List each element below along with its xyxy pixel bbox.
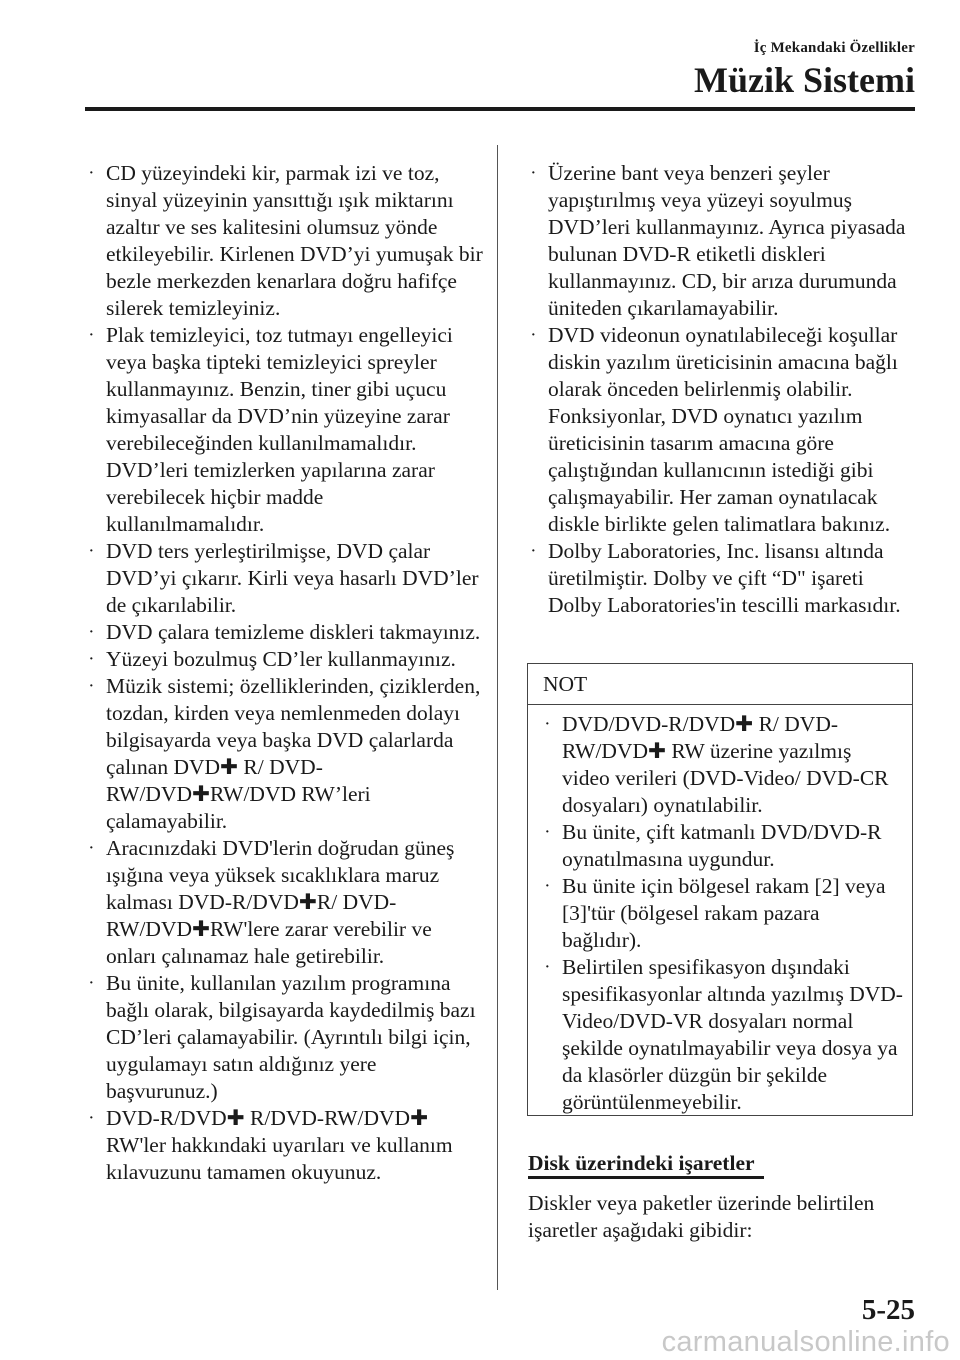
page-number: 5-25 xyxy=(861,1294,915,1326)
bullet-dot-icon: · xyxy=(89,625,94,640)
bullet-dot-icon: · xyxy=(89,328,94,343)
bullet-item xyxy=(540,873,904,954)
left-column xyxy=(84,160,484,1186)
bullet-item xyxy=(84,835,484,970)
bullet-dot-icon: · xyxy=(89,544,94,559)
bullet-text: Plak temizleyici, toz tutmayı engelleyici veya başka tipteki temizleyici spreyler kullanmayınız. Benzin, tiner gibi uçucu kimyasallar da DVD’nin yüzeyine zarar verebileceğinden kullanılmamalıdır. DVD’leri temizlerken yapılarına zarar verebilecek hiçbir madde kullanılmamalıdır. xyxy=(106,323,453,536)
bullet-text: Müzik sistemi; özelliklerinden, çiziklerden, tozdan, kirden veya nemlenmeden dolayı bilgisayarda veya başka DVD çalarlarda çalınan DVD✚ R/ DVD-RW/DVD✚RW/DVD RW’leri çalamayabilir. xyxy=(106,674,481,833)
page-title: Müzik Sistemi xyxy=(694,60,915,100)
bullet-item xyxy=(84,619,484,646)
bullet-dot-icon: · xyxy=(89,976,94,991)
bullet-text: Bu ünite için bölgesel rakam [2] veya [3]'tür (bölgesel rakam pazara bağlıdır). xyxy=(562,874,886,952)
bullet-text: Üzerine bant veya benzeri şeyler yapıştırılmış veya yüzeyi soyulmuş DVD’leri kullanmayınız. Ayrıca piyasada bulunan DVD-R etiketli diskleri kullanmayınız. CD, bir arıza durumunda üniteden çıkarılamayabilir. xyxy=(548,161,906,320)
bullet-text: DVD videonun oynatılabileceği koşullar diskin yazılım üreticisinin amacına bağlı olarak önceden belirlenmiş olabilir. Fonksiyonlar, DVD oynatıcı yazılım üreticisinin tasarım amacına göre çalıştığından kullanıcının istediği gibi çalışmayabilir. Her zaman oynatılacak diskle birlikte gelen talimatlara bakınız. xyxy=(548,323,898,536)
bullet-text: Bu ünite, kullanılan yazılım programına bağlı olarak, bilgisayarda kaydedilmiş bazı CD’leri çalamayabilir. (Ayrıntılı bilgi için, uygulamayı satın aldığınız yere başvurunuz.) xyxy=(106,971,476,1103)
section-heading: Disk üzerindeki işaretler xyxy=(528,1151,755,1175)
bullet-item xyxy=(84,322,484,538)
bullet-item xyxy=(540,819,904,873)
bullet-item xyxy=(84,646,484,673)
bullet-text: DVD-R/DVD✚ R/DVD-RW/DVD✚ RW'ler hakkındaki uyarıları ve kullanım kılavuzunu tamamen okuyunuz. xyxy=(106,1106,453,1184)
right-bullet-list xyxy=(526,160,918,619)
bullet-text: Bu ünite, çift katmanlı DVD/DVD-R oynatılmasına uygundur. xyxy=(562,820,882,871)
bullet-item xyxy=(540,711,904,819)
bullet-text: DVD/DVD-R/DVD✚ R/ DVD-RW/DVD✚ RW üzerine yazılmış video verileri (DVD-Video/ DVD-CR dosyaları) oynatılabilir. xyxy=(562,712,889,817)
right-column xyxy=(526,160,918,619)
note-bullet-list xyxy=(540,711,904,1116)
bullet-text: CD yüzeyindeki kir, parmak izi ve toz, sinyal yüzeyinin yansıttığı ışık miktarını azaltır ve ses kalitesini olumsuz yönde etkileyebilir. Kirlenen DVD’yi yumuşak bir bezle merkezden kenarlara doğru hafifçe silerek temizleyiniz. xyxy=(106,161,483,320)
bullet-dot-icon: · xyxy=(89,679,94,694)
bullet-dot-icon: · xyxy=(531,166,536,181)
note-box xyxy=(527,663,913,1116)
bullet-item xyxy=(526,538,918,619)
bullet-item xyxy=(84,160,484,322)
bullet-dot-icon: · xyxy=(89,841,94,856)
bullet-dot-icon: · xyxy=(531,328,536,343)
bullet-text: DVD ters yerleştirilmişse, DVD çalar DVD’yi çıkarır. Kirli veya hasarlı DVD’ler de çıkarılabilir. xyxy=(106,539,479,617)
bullet-dot-icon: · xyxy=(545,717,550,732)
bullet-dot-icon: · xyxy=(531,544,536,559)
bullet-item xyxy=(526,160,918,322)
bullet-dot-icon: · xyxy=(545,825,550,840)
bullet-item xyxy=(84,538,484,619)
note-body xyxy=(528,705,912,1116)
bullet-text: Aracınızdaki DVD'lerin doğrudan güneş ışığına veya yüksek sıcaklıklara maruz kalması DVD-R/DVD✚R/ DVD-RW/DVD✚RW'lere zarar verebilir ve onları çalınamaz hale getirebilir. xyxy=(106,836,455,968)
note-title: NOT xyxy=(528,664,912,705)
bullet-text: Belirtilen spesifikasyon dışındaki spesifikasyonlar altında yazılmış DVD-Video/DVD-VR dosyaları normal şekilde oynatılmayabilir veya dosya ya da klasörler düzgün bir şekilde görüntülenmeyebilir. xyxy=(562,955,903,1114)
section-heading-underline xyxy=(528,1176,764,1179)
header-divider xyxy=(85,107,915,111)
bullet-item xyxy=(540,954,904,1116)
section-text: Diskler veya paketler üzerinde belirtilen işaretler aşağıdaki gibidir: xyxy=(528,1191,875,1242)
bullet-item xyxy=(526,322,918,538)
bullet-text: Yüzeyi bozulmuş CD’ler kullanmayınız. xyxy=(106,647,456,671)
section-subtitle: İç Mekandaki Özellikler xyxy=(753,40,915,56)
bullet-item xyxy=(84,970,484,1105)
watermark: carmanualsonline.info xyxy=(661,1326,950,1358)
bullet-text: DVD çalara temizleme diskleri takmayınız. xyxy=(106,620,481,644)
bullet-dot-icon: · xyxy=(89,652,94,667)
bullet-item xyxy=(84,1105,484,1186)
bullet-dot-icon: · xyxy=(89,1111,94,1126)
bullet-dot-icon: · xyxy=(89,166,94,181)
left-bullet-list xyxy=(84,160,484,1186)
bullet-text: Dolby Laboratories, Inc. lisansı altında üretilmiştir. Dolby ve çift “D" işareti Dolby Laboratories'in tescilli markasıdır. xyxy=(548,539,901,617)
bullet-item xyxy=(84,673,484,835)
column-divider xyxy=(497,145,498,1290)
bullet-dot-icon: · xyxy=(545,960,550,975)
bullet-dot-icon: · xyxy=(545,879,550,894)
